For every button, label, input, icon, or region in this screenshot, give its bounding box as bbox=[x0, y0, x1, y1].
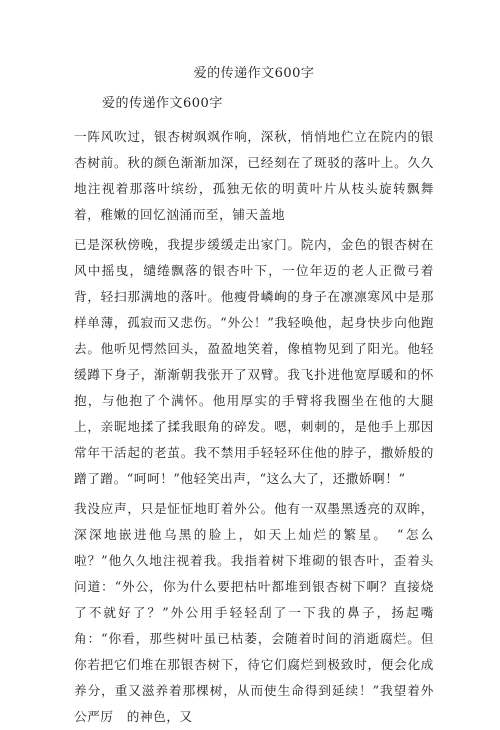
paragraph-3: 我没应声，只是怔怔地盯着外公。他有一双墨黑透亮的双眸，深深地嵌进他乌黑的脸上，如天上灿烂的繁星。 “怎么啦？”他久久地注视着我。我指着树下堆砌的银杏叶，歪着头问道：“外公，你为什么要把枯叶都堆到银杏树下啊？直接烧了不就好了？”外公用手轻轻刮了一下我的鼻子，扬起嘴角：“你看，那些树叶虽已枯萎，会随着时间的消逝腐烂。但你若把它们堆在那银杏树下，待它们腐烂到极致时，便会化成养分，重又滋养着那棵树，从而使生命得到延续！”我望着外公严厉 的神色，又 bbox=[74, 501, 434, 724]
paragraph-1: 一阵风吹过，银杏树飒飒作响，深秋，悄悄地伫立在院内的银杏树前。秋的颜色渐渐加深，已经刻在了斑驳的落叶上。久久地注视着那落叶缤纷，孤独无依的明黄叶片从枝头旋转飘舞着，稚嫩的回忆汹涌而至，铺天盖地 bbox=[74, 129, 434, 222]
paragraph-2: 已是深秋傍晚，我提步缓缓走出家门。院内，金色的银杏树在风中摇曳，缱绻飘落的银杏叶下，一位年迈的老人正微弓着背，轻扫那满地的落叶。他瘦骨嶙峋的身子在凛凛寒风中是那样单薄，孤寂而又悲伤。“外公！”我轻唤他，起身快步向他跑去。他听见愕然回头，盈盈地笑着，像植物见到了阳光。他轻缓蹲下身子，渐渐朝我张开了双臂。我飞扑进他宽厚暖和的怀抱，与他抱了个满怀。他用厚实的手臂将我圈坐在他的大腿上，亲昵地揉了揉我眼角的碎发。嗯，刺刺的，是他手上那因常年干活起的老茧。我不禁用手轻轻环住他的脖子，撒娇般的蹭了蹭。“呵呵！”他轻笑出声，“这么大了，还撒娇啊！” bbox=[74, 237, 434, 486]
document-subtitle: 爱的传递作文600字 bbox=[102, 96, 223, 111]
document-title: 爱的传递作文600字 bbox=[193, 66, 315, 81]
